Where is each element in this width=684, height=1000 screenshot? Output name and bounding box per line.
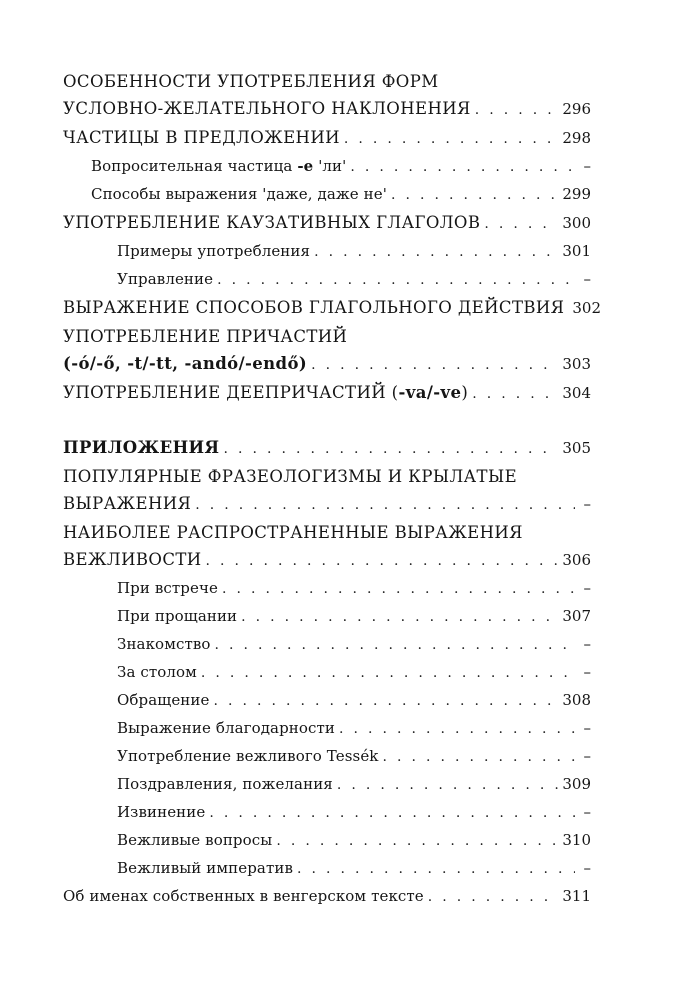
page-number: 300 bbox=[562, 214, 591, 232]
leader-dots bbox=[195, 492, 575, 519]
page-number: 299 bbox=[562, 185, 591, 203]
page-number: 298 bbox=[562, 129, 591, 147]
toc-entry-particles[interactable] bbox=[63, 124, 591, 153]
leader-dots bbox=[311, 352, 558, 379]
toc-entry-polite-imperative[interactable] bbox=[63, 855, 591, 883]
page-number: – bbox=[583, 663, 591, 681]
toc-entry-title: ПРИЛОЖЕНИЯ bbox=[63, 438, 220, 457]
leader-dots bbox=[314, 239, 558, 266]
toc-entry-title-line1: ОСОБЕННОСТИ УПОТРЕБЛЕНИЯ ФОРМ bbox=[63, 72, 439, 91]
toc-entry-at-table[interactable] bbox=[63, 659, 591, 687]
toc-entry-adverbial-participles[interactable] bbox=[63, 379, 591, 408]
toc-entry-title: Поздравления, пожелания bbox=[117, 775, 333, 793]
page-number: – bbox=[583, 270, 591, 288]
toc-entry-title-line2: ВЫРАЖЕНИЯ bbox=[63, 494, 192, 513]
toc-entry-title bbox=[91, 153, 346, 180]
page-number: 307 bbox=[562, 607, 591, 625]
toc-entry-title: Знакомство bbox=[117, 635, 211, 653]
toc-entry-title: Обращение bbox=[117, 691, 210, 709]
page-number: 302 bbox=[572, 299, 602, 317]
toc-entry-title-line1: ПОПУЛЯРНЫЕ ФРАЗЕОЛОГИЗМЫ И КРЫЛАТЫЕ bbox=[63, 467, 518, 486]
page-number: – bbox=[583, 495, 591, 513]
toc-entry-title: За столом bbox=[117, 663, 197, 681]
title-prefix: Вопросительная частица bbox=[91, 157, 298, 175]
toc-entry-proper-names[interactable] bbox=[63, 883, 591, 911]
toc-entry-title: Примеры употребления bbox=[117, 242, 311, 260]
page-number: 311 bbox=[562, 887, 591, 905]
toc-entry-title: Извинение bbox=[117, 803, 206, 821]
toc-entry-usage-examples[interactable] bbox=[63, 238, 591, 266]
leader-dots bbox=[217, 267, 575, 294]
leader-dots bbox=[201, 660, 575, 687]
toc-entry-title: УПОТРЕБЛЕНИЕ КАУЗАТИВНЫХ ГЛАГОЛОВ bbox=[63, 213, 481, 232]
leader-dots bbox=[339, 716, 575, 743]
toc-entry-conditional-forms[interactable] bbox=[63, 68, 591, 124]
toc-entry-title-line2: (-ó/-ő, -t/-tt, -andó/-endő) bbox=[63, 354, 308, 373]
toc-entry-polite-questions[interactable] bbox=[63, 827, 591, 855]
toc-entry-causative-verbs[interactable] bbox=[63, 209, 591, 238]
leader-dots bbox=[350, 154, 575, 181]
toc-entry-gratitude[interactable] bbox=[63, 715, 591, 743]
page-number: 301 bbox=[562, 242, 591, 260]
toc-entry-verbal-action[interactable] bbox=[63, 294, 602, 323]
page-number: 304 bbox=[562, 384, 591, 402]
toc-entry-title: Управление bbox=[117, 270, 214, 288]
page-number: – bbox=[583, 157, 591, 175]
page-number: 303 bbox=[562, 355, 591, 373]
toc-entry-title-line1: НАИБОЛЕЕ РАСПРОСТРАНЕННЫЕ ВЫРАЖЕНИЯ bbox=[63, 523, 523, 542]
toc-entry-idioms[interactable] bbox=[63, 463, 591, 519]
toc-entry-title: Употребление вежливого Tessék bbox=[117, 747, 379, 765]
toc-entry-address[interactable] bbox=[63, 687, 591, 715]
toc-entry-politeness[interactable] bbox=[63, 519, 591, 575]
page-number: – bbox=[583, 719, 591, 737]
page-number: – bbox=[583, 859, 591, 877]
leader-dots bbox=[484, 211, 558, 238]
page-number: 305 bbox=[562, 439, 591, 457]
toc-entry-title: Вежливые вопросы bbox=[117, 831, 273, 849]
toc-entry-farewell[interactable] bbox=[63, 603, 591, 631]
toc-entry-title-line2: УСЛОВНО-ЖЕЛАТЕЛЬНОГО НАКЛОНЕНИЯ bbox=[63, 99, 471, 118]
leader-dots bbox=[215, 632, 575, 659]
table-of-contents bbox=[63, 68, 602, 911]
leader-dots bbox=[297, 856, 575, 883]
toc-entry-title: ВЫРАЖЕНИЕ СПОСОБОВ ГЛАГОЛЬНОГО ДЕЙСТВИЯ bbox=[63, 298, 565, 317]
page-number: 306 bbox=[562, 551, 591, 569]
leader-dots bbox=[213, 688, 558, 715]
toc-entry-title: Об именах собственных в венгерском тексте bbox=[63, 887, 424, 905]
toc-entry-title: Способы выражения 'даже, даже не' bbox=[91, 185, 387, 203]
title-prefix: УПОТРЕБЛЕНИЕ ДЕЕПРИЧАСТИЙ ( bbox=[63, 383, 399, 402]
toc-entry-title: При прощании bbox=[117, 607, 238, 625]
toc-entry-title: Вежливый императив bbox=[117, 859, 293, 877]
leader-dots bbox=[276, 828, 558, 855]
toc-entry-question-particle[interactable] bbox=[63, 153, 591, 181]
title-suffix: 'ли' bbox=[313, 157, 347, 175]
toc-entry-title: ЧАСТИЦЫ В ПРЕДЛОЖЕНИИ bbox=[63, 128, 340, 147]
toc-entry-title: Выражение благодарности bbox=[117, 719, 336, 737]
leader-dots bbox=[222, 576, 575, 603]
leader-dots bbox=[475, 97, 559, 124]
page-number: – bbox=[583, 579, 591, 597]
leader-dots bbox=[224, 436, 559, 463]
page-number: – bbox=[583, 803, 591, 821]
leader-dots bbox=[209, 800, 575, 827]
toc-entry-title-line1: УПОТРЕБЛЕНИЕ ПРИЧАСТИЙ bbox=[63, 327, 348, 346]
toc-entry-even-expressions[interactable] bbox=[63, 181, 591, 209]
toc-entry-congratulations[interactable] bbox=[63, 771, 591, 799]
toc-entry-acquaintance[interactable] bbox=[63, 631, 591, 659]
title-bold: -e bbox=[297, 157, 314, 175]
leader-dots bbox=[428, 884, 559, 911]
toc-entry-title-line2: ВЕЖЛИВОСТИ bbox=[63, 550, 202, 569]
leader-dots bbox=[391, 182, 558, 209]
toc-entry-tessek[interactable] bbox=[63, 743, 591, 771]
page-number: 308 bbox=[562, 691, 591, 709]
toc-entry-government[interactable] bbox=[63, 266, 591, 294]
leader-dots bbox=[382, 744, 575, 771]
toc-entry-appendices[interactable] bbox=[63, 434, 591, 463]
toc-entry-apology[interactable] bbox=[63, 799, 591, 827]
page-number: – bbox=[583, 747, 591, 765]
leader-dots bbox=[344, 126, 558, 153]
page-number: 309 bbox=[562, 775, 591, 793]
leader-dots bbox=[337, 772, 559, 799]
title-suffix: ) bbox=[461, 383, 469, 402]
toc-entry-title: При встрече bbox=[117, 579, 218, 597]
page-number: 296 bbox=[562, 100, 591, 118]
page-number: 310 bbox=[562, 831, 591, 849]
title-bold: -va/-ve bbox=[398, 383, 462, 402]
toc-entry-title bbox=[63, 379, 468, 406]
toc-entry-participles[interactable] bbox=[63, 323, 591, 379]
toc-entry-meeting[interactable] bbox=[63, 575, 591, 603]
leader-dots bbox=[241, 604, 558, 631]
leader-dots bbox=[206, 548, 559, 575]
leader-dots bbox=[472, 381, 558, 408]
page-number: – bbox=[583, 635, 591, 653]
